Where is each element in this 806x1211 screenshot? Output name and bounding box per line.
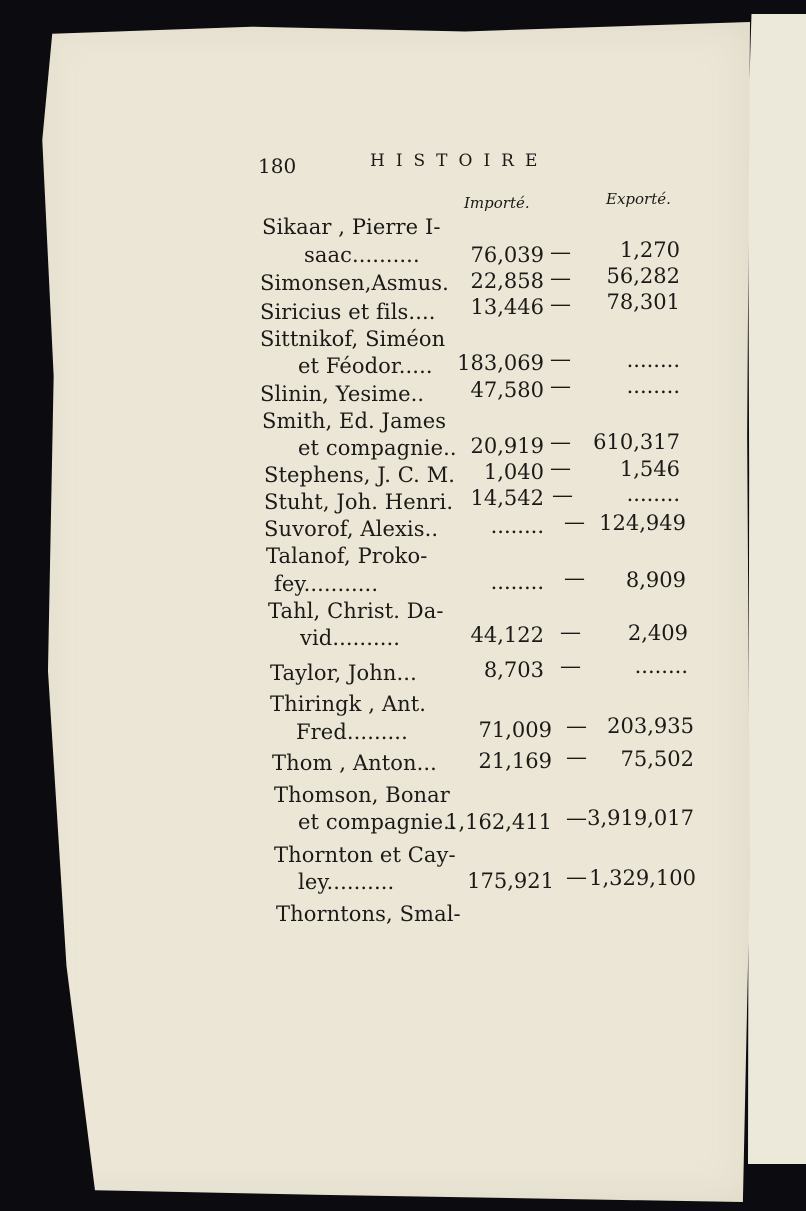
imported-value: 76,039 bbox=[470, 243, 544, 267]
separator-dash: — bbox=[564, 566, 585, 590]
exported-value: 1,270 bbox=[619, 238, 680, 262]
imported-value: 1,162,411 bbox=[445, 810, 552, 834]
imported-value: 71,009 bbox=[478, 718, 552, 742]
entry-name: Thiringk , Ant. bbox=[270, 692, 427, 716]
exported-value: 610,317 bbox=[593, 430, 680, 454]
entry-name-continued: et Féodor..... bbox=[298, 354, 433, 378]
entry-name: Taylor, John... bbox=[270, 661, 417, 685]
separator-dash: — bbox=[566, 714, 587, 738]
separator-dash: — bbox=[560, 620, 581, 644]
entry-name: Sikaar , Pierre I- bbox=[262, 215, 441, 239]
imported-value: 175,921 bbox=[467, 869, 554, 893]
separator-dash: — bbox=[552, 483, 573, 507]
entry-name-continued: fey........... bbox=[274, 572, 379, 596]
exported-value: ........ bbox=[626, 374, 680, 398]
entry-name: Suvorof, Alexis.. bbox=[264, 517, 439, 541]
entry-name: Talanof, Proko- bbox=[266, 544, 428, 568]
separator-dash: — bbox=[564, 510, 585, 534]
entry-name: Simonsen,Asmus. bbox=[260, 271, 449, 295]
entry-name: Thom , Anton... bbox=[272, 751, 437, 775]
entry-name: Tahl, Christ. Da- bbox=[268, 599, 444, 623]
separator-dash: — bbox=[550, 266, 571, 290]
exported-value: 124,949 bbox=[599, 511, 686, 535]
adjacent-page-edge bbox=[748, 14, 806, 1164]
entry-name-continued: saac.......... bbox=[304, 243, 420, 267]
entry-name: Slinin, Yesime.. bbox=[260, 382, 425, 406]
exported-value: ........ bbox=[626, 348, 680, 372]
separator-dash: — bbox=[550, 347, 571, 371]
entry-name: Thomson, Bonar bbox=[274, 783, 450, 807]
imported-value: 14,542 bbox=[470, 486, 544, 510]
exported-value: 56,282 bbox=[606, 264, 680, 288]
entry-name: Smith, Ed. James bbox=[262, 409, 447, 433]
imported-value: ........ bbox=[490, 514, 544, 538]
entry-name-continued: vid.......... bbox=[300, 626, 401, 650]
exported-value: ........ bbox=[634, 654, 688, 678]
entry-name: Sittnikof, Siméon bbox=[260, 327, 446, 351]
exported-value: 2,409 bbox=[627, 621, 688, 645]
exported-value: 203,935 bbox=[607, 714, 694, 738]
entry-name: Stephens, J. C. M. bbox=[264, 463, 456, 487]
separator-dash: — bbox=[550, 456, 571, 480]
exported-value: 75,502 bbox=[620, 747, 694, 771]
page-number: 180 bbox=[258, 154, 297, 178]
exported-value: 8,909 bbox=[625, 568, 686, 592]
running-title: HISTOIRE bbox=[370, 151, 549, 171]
separator-dash: — bbox=[550, 374, 571, 398]
imported-value: 47,580 bbox=[470, 378, 544, 402]
entry-name: Siricius et fils.... bbox=[260, 300, 436, 324]
exported-value: 1,546 bbox=[619, 457, 680, 481]
imported-value: 13,446 bbox=[470, 295, 544, 319]
imported-value: 1,040 bbox=[483, 460, 544, 484]
entry-name-continued: et compagnie.. bbox=[298, 810, 457, 834]
entry-name-continued: ley.......... bbox=[298, 870, 395, 894]
exported-value: ........ bbox=[626, 482, 680, 506]
separator-dash: — bbox=[566, 745, 587, 769]
entry-name: Thorntons, Smal- bbox=[276, 902, 461, 926]
imported-value: 44,122 bbox=[470, 623, 544, 647]
separator-dash: — bbox=[560, 654, 581, 678]
separator-dash: — bbox=[566, 806, 587, 830]
separator-dash: — bbox=[566, 865, 587, 889]
entry-name: Thornton et Cay- bbox=[274, 843, 456, 867]
imported-value: 8,703 bbox=[483, 658, 544, 682]
entry-name: Stuht, Joh. Henri. bbox=[264, 490, 454, 514]
exported-value: 3,919,017 bbox=[587, 806, 694, 830]
separator-dash: — bbox=[550, 430, 571, 454]
entry-name-continued: Fred......... bbox=[296, 720, 408, 744]
column-header-exported: Exporté. bbox=[606, 190, 671, 208]
imported-value: ........ bbox=[490, 570, 544, 594]
separator-dash: — bbox=[550, 240, 571, 264]
imported-value: 22,858 bbox=[470, 269, 544, 293]
separator-dash: — bbox=[550, 292, 571, 316]
imported-value: 21,169 bbox=[478, 749, 552, 773]
exported-value: 78,301 bbox=[606, 290, 680, 314]
exported-value: 1,329,100 bbox=[589, 866, 696, 890]
column-header-imported: Importé. bbox=[464, 194, 530, 212]
imported-value: 183,069 bbox=[457, 351, 544, 375]
imported-value: 20,919 bbox=[470, 434, 544, 458]
entry-name-continued: et compagnie.. bbox=[298, 436, 457, 460]
